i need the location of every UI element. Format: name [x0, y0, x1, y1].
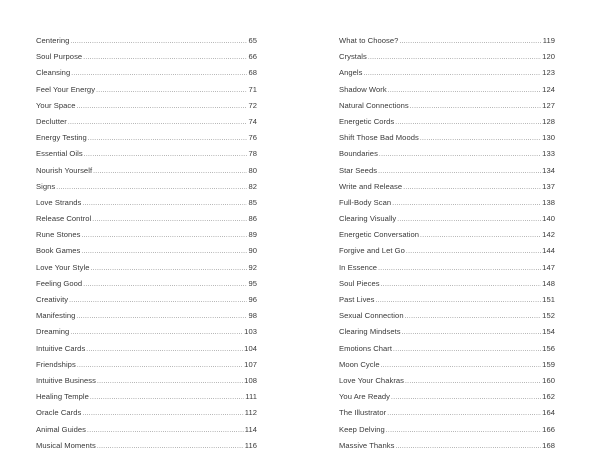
toc-entry-title: Creativity	[36, 295, 69, 304]
toc-entry-page: 82	[248, 181, 257, 191]
toc-entry-title: Past Lives	[339, 295, 375, 304]
toc-entry[interactable]	[36, 211, 257, 227]
toc-entry-title: Intuitive Business	[36, 375, 96, 385]
toc-entry[interactable]	[36, 438, 257, 454]
toc-entry-title: Essential Oils	[36, 149, 83, 159]
toc-entry[interactable]	[36, 357, 257, 373]
toc-entry-title: Star Seeds	[339, 165, 378, 175]
toc-entry[interactable]	[36, 130, 257, 146]
toc-entry[interactable]	[36, 292, 257, 308]
dot-leader	[70, 34, 247, 50]
toc-entry-title: Shadow Work	[339, 84, 387, 94]
toc-entry-page: 78	[248, 149, 257, 159]
toc-entry-title: Feel Your Energy	[36, 84, 96, 94]
toc-entry[interactable]	[339, 227, 555, 243]
toc-left-column	[36, 33, 257, 454]
toc-entry-title: What to Choose?	[339, 36, 399, 45]
toc-entry-page: 107	[244, 359, 257, 369]
toc-entry[interactable]	[36, 324, 257, 340]
toc-entry[interactable]	[339, 179, 555, 195]
toc-entry-page: 152	[542, 311, 555, 321]
dot-leader	[391, 390, 541, 406]
toc-entry-page: 124	[542, 84, 555, 94]
toc-entry-page: 96	[248, 295, 257, 304]
toc-entry-title: Nourish Yourself	[36, 165, 93, 175]
toc-entry-page: 71	[248, 84, 257, 94]
dot-leader	[376, 293, 542, 309]
dot-leader	[405, 374, 541, 390]
toc-entry-title: Moon Cycle	[339, 359, 380, 369]
toc-entry-page: 138	[542, 197, 555, 207]
dot-leader	[378, 164, 541, 180]
toc-entry-title: Manifesting	[36, 311, 76, 321]
toc-entry-title: Natural Connections	[339, 100, 409, 110]
toc-entry-page: 156	[542, 343, 555, 353]
toc-entry-page: 164	[542, 408, 555, 418]
dot-leader	[420, 131, 541, 147]
toc-entry-page: 144	[542, 246, 555, 256]
toc-entry-page: 151	[542, 295, 555, 304]
dot-leader	[410, 99, 541, 115]
toc-entry[interactable]	[339, 243, 555, 259]
toc-entry[interactable]	[36, 179, 257, 195]
toc-entry[interactable]	[339, 260, 555, 276]
toc-entry-title: Angels	[339, 68, 363, 78]
toc-entry-title: Oracle Cards	[36, 408, 82, 418]
toc-entry[interactable]	[339, 276, 555, 292]
toc-entry[interactable]	[339, 49, 555, 65]
dot-leader	[81, 244, 247, 260]
dot-leader	[406, 244, 541, 260]
toc-entry[interactable]	[36, 65, 257, 81]
toc-entry-title: The Illustrator	[339, 408, 387, 418]
dot-leader	[81, 228, 247, 244]
dot-leader	[96, 83, 247, 99]
dot-leader	[420, 228, 541, 244]
toc-entry[interactable]	[36, 146, 257, 162]
toc-entry-title: Love Strands	[36, 197, 82, 207]
toc-entry[interactable]	[339, 130, 555, 146]
toc-right-column	[339, 33, 555, 454]
toc-entry[interactable]	[339, 308, 555, 324]
dot-leader	[405, 309, 542, 325]
dot-leader	[76, 99, 247, 115]
toc-entry-title: Boundaries	[339, 149, 378, 159]
toc-entry-page: 168	[542, 440, 555, 450]
dot-leader	[395, 439, 541, 455]
dot-leader	[68, 115, 248, 131]
toc-entry-title: Keep Delving	[339, 424, 385, 434]
dot-leader	[91, 261, 248, 277]
toc-entry[interactable]	[36, 308, 257, 324]
toc-entry-page: 92	[248, 262, 257, 272]
toc-entry-title: Declutter	[36, 116, 67, 126]
toc-entry-page: 90	[248, 246, 257, 256]
toc-entry[interactable]	[339, 146, 555, 162]
toc-entry[interactable]	[339, 33, 555, 49]
toc-entry-title: Intuitive Cards	[36, 343, 86, 353]
dot-leader	[83, 277, 247, 293]
toc-entry-page: 166	[542, 424, 555, 434]
dot-leader	[93, 164, 247, 180]
dot-leader	[381, 277, 542, 293]
toc-entry-page: 148	[542, 278, 555, 288]
toc-entry-page: 114	[244, 424, 257, 434]
dot-leader	[381, 358, 542, 374]
toc-entry-title: Forgive and Let Go	[339, 246, 405, 256]
toc-entry-title: Your Space	[36, 100, 76, 110]
toc-entry-page: 98	[248, 311, 257, 321]
toc-entry-page: 154	[542, 327, 555, 337]
toc-entry-title: In Essence	[339, 262, 378, 272]
toc-entry-title: Dreaming	[36, 327, 70, 337]
dot-leader	[97, 439, 244, 455]
toc-entry[interactable]	[339, 211, 555, 227]
toc-entry-page: 130	[542, 133, 555, 143]
toc-entry-page: 119	[542, 36, 555, 45]
dot-leader	[83, 50, 247, 66]
dot-leader	[403, 180, 541, 196]
toc-entry[interactable]	[339, 98, 555, 114]
toc-entry-title: Full-Body Scan	[339, 197, 392, 207]
toc-entry-page: 133	[542, 149, 555, 159]
toc-entry[interactable]	[339, 65, 555, 81]
toc-entry-title: Massive Thanks	[339, 440, 395, 450]
toc-entry-title: Energetic Cords	[339, 116, 395, 126]
toc-entry-title: Sexual Connection	[339, 311, 404, 321]
toc-entry-page: 68	[248, 68, 257, 78]
dot-leader	[402, 325, 542, 341]
toc-entry-title: Love Your Chakras	[339, 375, 405, 385]
toc-entry-title: Release Control	[36, 214, 92, 224]
toc-entry-page: 72	[248, 100, 257, 110]
toc-entry-page: 103	[244, 327, 257, 337]
toc-entry[interactable]	[36, 98, 257, 114]
dot-leader	[97, 374, 243, 390]
toc-entry-page: 123	[542, 68, 555, 78]
dot-leader	[92, 212, 247, 228]
toc-entry-title: Soul Purpose	[36, 52, 83, 62]
toc-entry[interactable]	[339, 292, 555, 308]
toc-entry-title: Write and Release	[339, 181, 403, 191]
dot-leader	[69, 293, 247, 309]
toc-entry-page: 120	[542, 52, 555, 62]
dot-leader	[395, 115, 541, 131]
toc-entry-title: Clearing Visually	[339, 214, 397, 224]
toc-entry-page: 142	[542, 230, 555, 240]
toc-entry[interactable]	[339, 341, 555, 357]
toc-entry[interactable]	[36, 33, 257, 49]
toc-entry-title: Energy Testing	[36, 133, 87, 143]
toc-entry-title: Feeling Good	[36, 278, 83, 288]
toc-entry[interactable]	[36, 341, 257, 357]
toc-entry-page: 74	[248, 116, 257, 126]
dot-leader	[399, 34, 541, 50]
toc-entry[interactable]	[36, 163, 257, 179]
toc-entry[interactable]	[339, 195, 555, 211]
toc-entry[interactable]	[36, 82, 257, 98]
toc-entry[interactable]	[36, 195, 257, 211]
toc-entry-page: 65	[248, 36, 257, 45]
toc-entry[interactable]	[339, 389, 555, 405]
toc-entry-title: Friendships	[36, 359, 76, 369]
toc-entry-title: Cleansing	[36, 68, 71, 78]
toc-entry-title: Centering	[36, 36, 70, 45]
toc-entry[interactable]	[339, 114, 555, 130]
toc-entry[interactable]	[339, 373, 555, 389]
toc-entry-page: 89	[248, 230, 257, 240]
dot-leader	[90, 390, 244, 406]
dot-leader	[56, 180, 247, 196]
dot-leader	[368, 50, 541, 66]
toc-entry[interactable]	[36, 405, 257, 421]
dot-leader	[379, 147, 541, 163]
toc-entry-title: Musical Moments	[36, 440, 96, 450]
toc-entry-title: Book Games	[36, 246, 81, 256]
toc-entry-page: 137	[542, 181, 555, 191]
dot-leader	[364, 66, 542, 82]
dot-leader	[386, 423, 541, 439]
toc-entry-title: You Are Ready	[339, 392, 391, 402]
toc-entry[interactable]	[339, 438, 555, 454]
toc-entry-page: 104	[244, 343, 257, 353]
toc-entry[interactable]	[339, 163, 555, 179]
toc-entry-title: Love Your Style	[36, 262, 90, 272]
toc-entry-page: 95	[248, 278, 257, 288]
toc-entry[interactable]	[36, 276, 257, 292]
dot-leader	[393, 342, 541, 358]
toc-entry-page: 86	[248, 214, 257, 224]
toc-entry-page: 116	[244, 440, 257, 450]
toc-entry-page: 112	[244, 408, 257, 418]
toc-entry[interactable]	[339, 82, 555, 98]
toc-entry-page: 134	[542, 165, 555, 175]
toc-entry[interactable]	[339, 357, 555, 373]
toc-entry-page: 76	[248, 133, 257, 143]
dot-leader	[86, 342, 243, 358]
toc-entry-title: Energetic Conversation	[339, 230, 420, 240]
dot-leader	[88, 131, 248, 147]
toc-entry-page: 85	[248, 197, 257, 207]
toc-entry[interactable]	[36, 389, 257, 405]
toc-entry[interactable]	[339, 422, 555, 438]
toc-entry[interactable]	[339, 405, 555, 421]
dot-leader	[87, 423, 244, 439]
toc-entry[interactable]	[36, 227, 257, 243]
toc-entry-title: Animal Guides	[36, 424, 87, 434]
dot-leader	[392, 196, 541, 212]
dot-leader	[70, 325, 243, 341]
dot-leader	[71, 66, 247, 82]
toc-entry-page: 159	[542, 359, 555, 369]
toc-entry[interactable]	[339, 324, 555, 340]
toc-entry-title: Crystals	[339, 52, 367, 62]
toc-entry[interactable]	[36, 373, 257, 389]
dot-leader	[84, 147, 248, 163]
toc-entry-title: Rune Stones	[36, 230, 81, 240]
toc-entry-page: 108	[244, 375, 257, 385]
toc-entry[interactable]	[36, 114, 257, 130]
toc-entry-page: 162	[542, 392, 555, 402]
toc-entry-title: Soul Pieces	[339, 278, 380, 288]
toc-entry-page: 66	[248, 52, 257, 62]
toc-entry-title: Healing Temple	[36, 392, 89, 402]
toc-entry-page: 160	[542, 375, 555, 385]
dot-leader	[82, 406, 243, 422]
toc-entry[interactable]	[36, 243, 257, 259]
toc-entry-page: 128	[542, 116, 555, 126]
dot-leader	[76, 309, 247, 325]
toc-entry-title: Clearing Mindsets	[339, 327, 401, 337]
toc-entry-page: 140	[542, 214, 555, 224]
toc-entry[interactable]	[36, 260, 257, 276]
dot-leader	[397, 212, 541, 228]
dot-leader	[82, 196, 247, 212]
toc-entry[interactable]	[36, 422, 257, 438]
toc-entry-page: 147	[542, 262, 555, 272]
toc-entry-title: Signs	[36, 181, 56, 191]
toc-entry-title: Emotions Chart	[339, 343, 393, 353]
dot-leader	[388, 83, 541, 99]
toc-entry-page: 80	[248, 165, 257, 175]
toc-entry-page: 111	[245, 392, 257, 402]
toc-entry-page: 127	[542, 100, 555, 110]
toc-entry-title: Shift Those Bad Moods	[339, 133, 419, 143]
dot-leader	[378, 261, 541, 277]
toc-entry[interactable]	[36, 49, 257, 65]
dot-leader	[387, 406, 541, 422]
dot-leader	[77, 358, 243, 374]
